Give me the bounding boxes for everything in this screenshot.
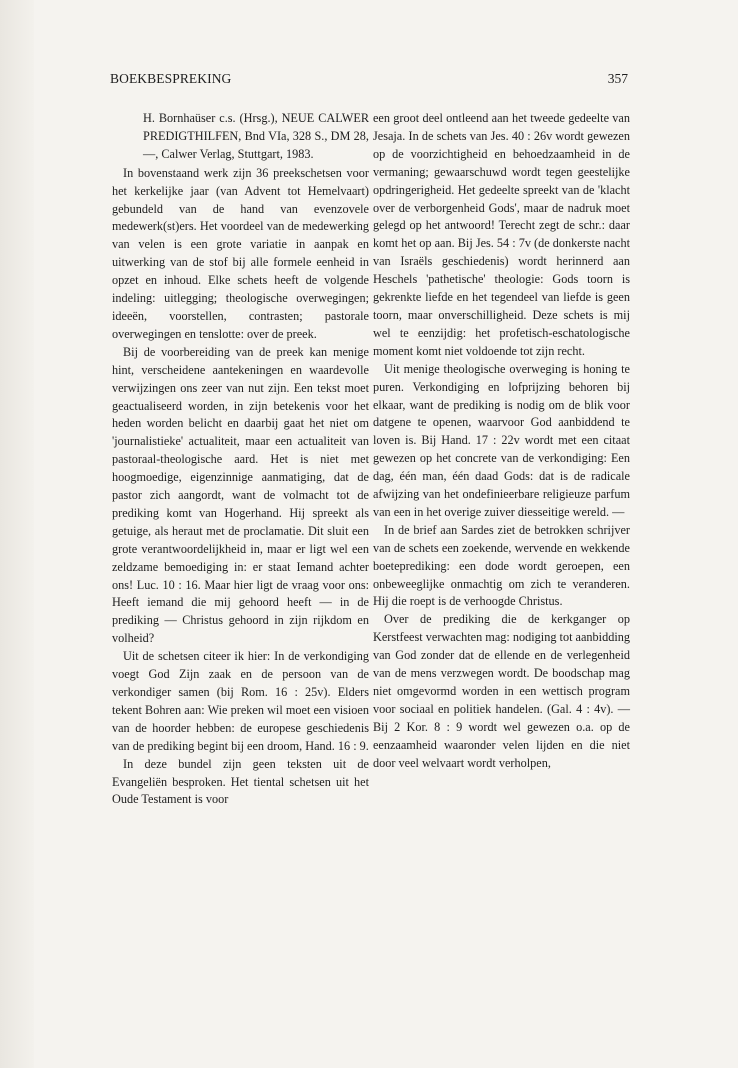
book-citation: H. Bornhaüser c.s. (Hrsg.), NEUE CALWER PREDIGTHILFEN, Bnd VIa, 328 S., DM 28,—, Calwer Verlag, Stuttgart, 1983. [143, 111, 369, 161]
page-gutter-shadow [0, 0, 34, 1068]
paragraph: In de brief aan Sardes ziet de betrokken schrijver van de schets een zoekende, wervende en wekkende boeteprediking: een dode wordt geroepen, een onbeweeglijke onmachtig om zich te veranderen. Hij die roept is de verhoogde Christus. [373, 522, 630, 609]
left-column [112, 110, 369, 809]
paragraph: Bij de voorbereiding van de preek kan menige hint, verscheidene aantekeningen en waardevolle verwijzingen ons zeer van nut zijn. Een tekst moet geactualiseerd worden, in zijn betekenis voor het heden worden belicht en daarbij gaat het niet om 'journalistieke' actualiteit, maar een actualiteit van pastoraal-theologische aard. Het is niet met hoogmoedige, eigenzinnige aanmatiging, dat de pastor zich aangordt, want de volmacht tot de prediking komt van Hogerhand. Hij spreekt als getuige, als heraut met de proclamatie. Dit sluit een grote verantwoordelijkheid in, maar er ligt wel een zeldzame bemoediging in: er staat Iemand achter ons! Luc. 10 : 16. Maar hier ligt de vraag voor ons: Heeft iemand die mij gehoord heeft — in de prediking — Christus gehoord in zijn rijkdom en volheid? [112, 344, 369, 646]
paragraph: Uit de schetsen citeer ik hier: In de verkondiging voegt God Zijn zaak en de persoon van de verkondiger samen (bij Rom. 16 : 25v). Elders tekent Bohren aan: Wie preken wil moet een visioen van de hoorder hebben: de europese geschiedenis van de prediking begint bij een droom, Hand. 16 : 9. [112, 649, 369, 753]
paragraph: In deze bundel zijn geen teksten uit de Evangeliën besproken. Het tiental schetsen uit het Oude Testament is voor [112, 756, 369, 807]
paragraph: In bovenstaand werk zijn 36 preekschetsen voor het kerkelijke jaar (van Advent tot Hemelvaart) gebundeld van de hand van evenzovele medewerk(st)ers. Het voordeel van de medewerking van velen is een grote variatie in aanpak en uitwerking van de stof bij alle formele eenheid in opzet en inhoud. Elke schets heeft de volgende indeling: uitlegging; theologische overwegingen; ideeën, voorstellen, contrasten; pastorale overwegingen en tenslotte: over de preek. [112, 165, 369, 341]
paragraph: Uit menige theologische overweging is honing te puren. Verkondiging en lofprijzing behoren bij elkaar, want de prediking is nodig om de blik voor datgene te openen, waarvoor God aanbiddend te loven is. Bij Hand. 17 : 22v wordt met een citaat gewezen op het concrete van de verkondiging: Een dag, één man, één daad Gods: dat is de radicale afwijzing van het ondefinieerbare religieuze parfum van een in het overige zuiver diesseitige wereld. — [373, 361, 630, 519]
right-column [373, 110, 630, 773]
paragraph: Over de prediking die de kerkganger op Kerstfeest verwachten mag: nodiging tot aanbidding van God zonder dat de ellende en de verlegenheid van de mens verzwegen wordt. De boodschap mag niet omgevormd worden in een wettisch program voor sociaal en politiek handelen. (Gal. 4 : 4v). — Bij 2 Kor. 8 : 9 wordt wel gewezen o.a. op de eenzaamheid waaronder velen lijden en die niet door veel welvaart wordt verholpen, [373, 612, 630, 770]
page-header [110, 71, 628, 91]
paragraph-continuation: een groot deel ontleend aan het tweede gedeelte van Jesaja. In de schets van Jes. 40 : 26v wordt gewezen op de voorzichtigheid en behoedzaamheid in de vermaning; gewaarschuwd wordt tegen geestelijke opdringerigheid. Het gedeelte spreekt van de 'klacht over de verborgenheid Gods', maar de nadruk moet gelegd op het antwoord! Terecht zegt de schr.: daar komt het op aan. Bij Jes. 54 : 7v (de donkerste nacht van Israëls geschiedenis) wordt herinnerd aan Heschels 'pathetische' theologie: Gods toorn is gekrenkte liefde en het tegendeel van liefde is geen toorn, maar onverschilligheid. Deze schets is mij wel te eenzijdig: het profetisch-eschatologische moment komt niet voldoende tot zijn recht. [373, 111, 630, 358]
running-title: BOEKBESPREKING [110, 71, 232, 86]
page-number: 357 [607, 71, 628, 86]
